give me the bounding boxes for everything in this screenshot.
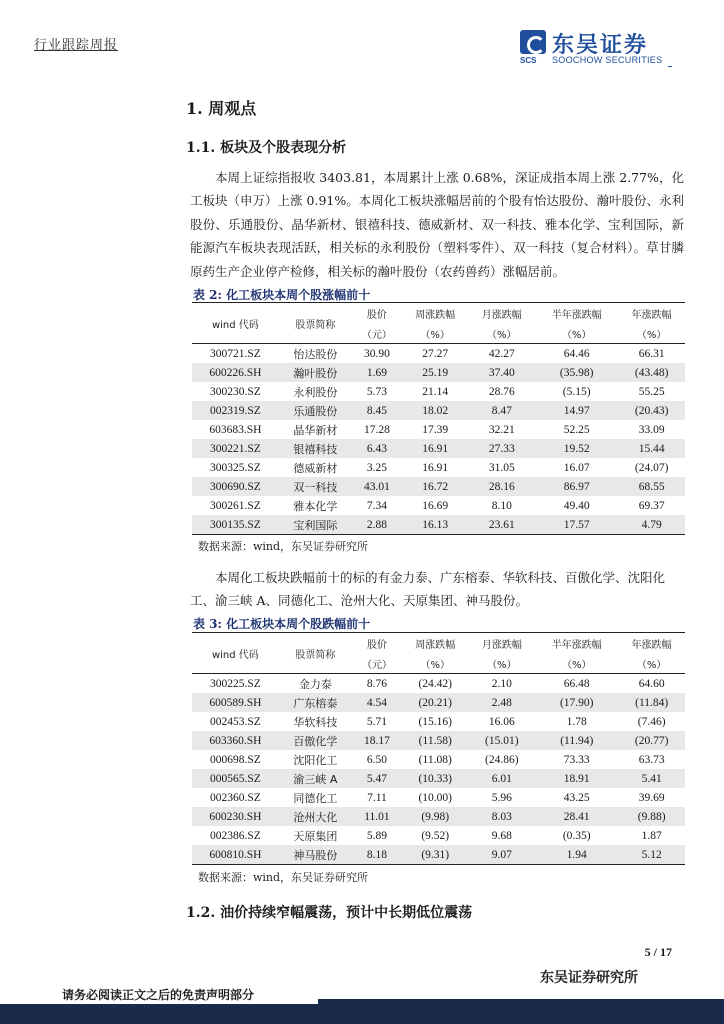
cell-code: 300721.SZ xyxy=(209,347,261,360)
cell-price: 6.43 xyxy=(352,439,402,458)
institute-name: 东吴证券研究所 xyxy=(540,970,638,986)
table-row xyxy=(192,807,685,826)
cell-price: 5.73 xyxy=(366,385,387,398)
cell-name: 华软科技 xyxy=(293,715,338,729)
cell-week: (11.58) xyxy=(402,731,469,750)
cell-year: 33.09 xyxy=(638,423,665,436)
cell-week: 17.39 xyxy=(422,423,449,436)
cell-week: 16.13 xyxy=(402,515,469,535)
cell-code: 600230.SH xyxy=(192,807,279,826)
cell-half: (17.90) xyxy=(535,693,618,712)
cell-price: 5.71 xyxy=(366,715,388,728)
cell-code: 600810.SH xyxy=(192,845,279,865)
col-header-name: 股票简称 xyxy=(279,303,352,344)
logo-abbr-text: SCS xyxy=(520,56,537,65)
table-3-source: 数据来源：wind，东吴证券研究所 xyxy=(198,871,369,884)
cell-year: 69.37 xyxy=(638,499,665,512)
cell-month: 9.07 xyxy=(469,845,536,865)
cell-week: (24.42) xyxy=(418,677,452,690)
cell-code: 300261.SZ xyxy=(209,499,261,512)
cell-half: 86.97 xyxy=(535,477,618,496)
cell-code: 300325.SZ xyxy=(209,461,261,474)
table-row xyxy=(192,712,685,731)
cell-price: 3.25 xyxy=(366,461,387,474)
cell-name: 沈阳化工 xyxy=(293,753,338,767)
col-unit-year: （%） xyxy=(618,323,685,344)
cell-half: 1.78 xyxy=(566,715,587,728)
col-header-price: 股价 xyxy=(352,303,402,324)
col-header-year: 年涨跌幅 xyxy=(618,303,685,324)
cell-code: 600226.SH xyxy=(192,363,279,382)
table-row xyxy=(192,693,685,712)
paragraph-losers: 本周化工板块跌幅前十的标的有金力泰、广东榕泰、华软科技、百傲化学、沈阳化工、渝三峡 A、同德化工、沧州大化、天原集团、神马股份。 xyxy=(190,570,666,609)
cell-name: 广东榕泰 xyxy=(279,693,352,712)
cell-year: 15.44 xyxy=(618,439,685,458)
cell-month: 2.48 xyxy=(469,693,536,712)
col-header-half: 半年涨跌幅 xyxy=(535,633,618,654)
table-row xyxy=(192,496,685,515)
cell-name: 怡达股份 xyxy=(293,347,338,361)
cell-half: (11.94) xyxy=(535,731,618,750)
cell-week: (9.52) xyxy=(421,829,450,842)
cell-price: 8.76 xyxy=(366,677,388,690)
cell-price: 5.47 xyxy=(352,769,402,788)
cell-code: 300221.SZ xyxy=(192,439,279,458)
col-header-week: 周涨跌幅 xyxy=(402,633,469,654)
losers-table xyxy=(192,632,685,865)
cell-year: (7.46) xyxy=(637,715,666,728)
cell-code: 603683.SH xyxy=(209,423,262,436)
cell-week: (10.00) xyxy=(418,791,452,804)
cell-name: 百傲化学 xyxy=(279,731,352,750)
cell-month: 42.27 xyxy=(488,347,515,360)
cell-month: 31.05 xyxy=(488,461,515,474)
table-row xyxy=(192,439,685,458)
cell-price: 18.17 xyxy=(352,731,402,750)
col-unit-half: （%） xyxy=(535,653,618,674)
section-heading-1-2: 1.2. 油价持续窄幅震荡，预计中长期低位震荡 xyxy=(186,905,473,921)
cell-month: 9.68 xyxy=(491,829,512,842)
col-header-code: wind 代码 xyxy=(192,633,279,674)
cell-name: 乐通股份 xyxy=(279,401,352,420)
cell-month: 28.16 xyxy=(468,477,535,496)
table-row xyxy=(192,458,685,477)
col-header-week: 周涨跌幅 xyxy=(402,303,469,324)
cell-name: 银禧科技 xyxy=(279,439,352,458)
table-row xyxy=(192,845,685,865)
cell-code: 002360.SZ xyxy=(209,791,261,804)
col-unit-year: （%） xyxy=(618,653,685,674)
table-row xyxy=(192,344,685,364)
table-row xyxy=(192,477,685,496)
cell-month: 32.21 xyxy=(488,423,515,436)
section-heading-1: 1. 周观点 xyxy=(186,99,257,118)
cell-month: 37.40 xyxy=(468,363,535,382)
cell-code: 002319.SZ xyxy=(192,401,279,420)
cell-year: 66.31 xyxy=(638,347,665,360)
col-unit-week: （%） xyxy=(402,653,469,674)
cell-half: 66.48 xyxy=(563,677,590,690)
table-row xyxy=(192,674,685,694)
cell-half: 28.41 xyxy=(535,807,618,826)
cell-half: 43.25 xyxy=(563,791,590,804)
cell-name: 金力泰 xyxy=(298,677,332,691)
cell-week: 25.19 xyxy=(402,363,469,382)
cell-price: 1.69 xyxy=(352,363,402,382)
cell-name: 晶华新材 xyxy=(293,423,338,437)
cell-code: 000698.SZ xyxy=(209,753,261,766)
cell-half: (35.98) xyxy=(535,363,618,382)
cell-year: 55.25 xyxy=(638,385,665,398)
cell-name: 宝利国际 xyxy=(279,515,352,535)
cell-month: 8.03 xyxy=(469,807,536,826)
cell-year: 5.41 xyxy=(618,769,685,788)
table-row xyxy=(192,731,685,750)
col-unit-price: （元） xyxy=(352,653,402,674)
col-header-name: 股票简称 xyxy=(279,633,352,674)
cell-year: 1.87 xyxy=(641,829,662,842)
cell-year: 64.60 xyxy=(638,677,665,690)
cell-week: 16.91 xyxy=(402,439,469,458)
table-row xyxy=(192,788,685,807)
cell-week: 21.14 xyxy=(422,385,449,398)
cell-month: (24.86) xyxy=(485,753,519,766)
cell-year: (20.77) xyxy=(618,731,685,750)
col-unit-week: （%） xyxy=(402,323,469,344)
cell-year: (43.48) xyxy=(618,363,685,382)
table-row xyxy=(192,363,685,382)
table-row xyxy=(192,515,685,535)
page-number: 5 / 17 xyxy=(644,945,672,959)
cell-code: 000565.SZ xyxy=(192,769,279,788)
cell-price: 6.50 xyxy=(366,753,388,766)
cell-price: 11.01 xyxy=(352,807,402,826)
cell-price: 8.45 xyxy=(352,401,402,420)
cell-week: (15.16) xyxy=(418,715,452,728)
cell-week: (10.33) xyxy=(402,769,469,788)
cell-half: 17.57 xyxy=(535,515,618,535)
cell-code: 300135.SZ xyxy=(192,515,279,535)
cell-month: 2.10 xyxy=(491,677,512,690)
cell-half: (0.35) xyxy=(562,829,591,842)
cell-week: (11.08) xyxy=(418,753,452,766)
cell-year: (24.07) xyxy=(634,461,669,474)
cell-month: 16.06 xyxy=(488,715,515,728)
col-header-code: wind 代码 xyxy=(192,303,279,344)
cell-month: 27.33 xyxy=(468,439,535,458)
cell-week: 16.69 xyxy=(422,499,449,512)
cell-code: 300225.SZ xyxy=(209,677,261,690)
logo-cn-text: 东吴证券 xyxy=(552,33,649,58)
cell-week: (9.98) xyxy=(402,807,469,826)
col-header-price: 股价 xyxy=(352,633,402,654)
cell-name: 永利股份 xyxy=(293,385,338,399)
cell-year: 63.73 xyxy=(638,753,665,766)
cell-name: 天原集团 xyxy=(293,829,338,843)
table-2-source: 数据来源：wind，东吴证券研究所 xyxy=(198,540,369,553)
col-header-half: 半年涨跌幅 xyxy=(535,303,618,324)
paragraph-gainers: 本周上证综指报收 3403.81，本周累计上涨 0.68%，深证成指本周上涨 2.77%，化工板块（申万）上涨 0.91%。本周化工板块涨幅居前的个股有怡达股份、瀚叶股份、永利股份、乐通股份、晶华新材、银禧科技、德威新材、双一科技、雅本化学、宝利国际，新能源汽车板块表现活跃，相关标的永利股份（塑料零件）、双一科技（复合材料）。草甘膦原药生产企业停产检修，相关标的瀚叶股份（农药兽药）涨幅居前。 xyxy=(190,170,684,279)
cell-code: 300230.SZ xyxy=(209,385,261,398)
cell-month: 28.76 xyxy=(488,385,515,398)
cell-half: 18.91 xyxy=(535,769,618,788)
cell-month: 8.10 xyxy=(491,499,512,512)
cell-name: 瀚叶股份 xyxy=(279,363,352,382)
cell-year: 5.12 xyxy=(618,845,685,865)
col-header-month: 月涨跌幅 xyxy=(468,303,535,324)
cell-code: 002453.SZ xyxy=(209,715,261,728)
cell-month: 5.96 xyxy=(491,791,512,804)
cell-price: 30.90 xyxy=(363,347,390,360)
cell-year: (20.43) xyxy=(618,401,685,420)
cell-price: 8.18 xyxy=(352,845,402,865)
cell-half: 14.97 xyxy=(535,401,618,420)
cell-name: 德威新材 xyxy=(293,461,338,475)
logo-dash xyxy=(668,66,672,67)
cell-name: 双一科技 xyxy=(279,477,352,496)
cell-week: 27.27 xyxy=(422,347,449,360)
cell-name: 渝三峡 A xyxy=(279,769,352,788)
cell-year: (9.88) xyxy=(618,807,685,826)
cell-month: 23.61 xyxy=(468,515,535,535)
cell-month: 8.47 xyxy=(468,401,535,420)
table-row xyxy=(192,382,685,401)
cell-year: (11.84) xyxy=(618,693,685,712)
cell-price: 4.54 xyxy=(352,693,402,712)
disclaimer-text: 请务必阅读正文之后的免责声明部分 xyxy=(62,988,255,1002)
cell-code: 300690.SZ xyxy=(192,477,279,496)
col-unit-price: （元） xyxy=(352,323,402,344)
cell-half: 49.40 xyxy=(563,499,590,512)
cell-half: 64.46 xyxy=(563,347,590,360)
cell-half: 16.07 xyxy=(563,461,590,474)
cell-price: 43.01 xyxy=(352,477,402,496)
cell-price: 7.34 xyxy=(366,499,387,512)
cell-week: 16.72 xyxy=(402,477,469,496)
cell-year: 39.69 xyxy=(638,791,665,804)
cell-week: 16.91 xyxy=(422,461,449,474)
cell-code: 603360.SH xyxy=(192,731,279,750)
cell-half: 19.52 xyxy=(535,439,618,458)
cell-half: (5.15) xyxy=(562,385,591,398)
col-unit-month: （%） xyxy=(469,653,536,674)
col-unit-half: （%） xyxy=(535,323,618,344)
cell-price: 7.11 xyxy=(367,791,387,804)
cell-half: 52.25 xyxy=(563,423,590,436)
cell-name: 雅本化学 xyxy=(293,499,338,513)
logo-en-text: SOOCHOW SECURITIES xyxy=(552,55,663,65)
cell-year: 4.79 xyxy=(618,515,685,535)
cell-code: 002386.SZ xyxy=(209,829,261,842)
table-2-caption: 表 2: 化工板块本周个股涨幅前十 xyxy=(193,288,371,302)
cell-code: 600589.SH xyxy=(192,693,279,712)
cell-price: 2.88 xyxy=(352,515,402,535)
table-row xyxy=(192,750,685,769)
col-header-year: 年涨跌幅 xyxy=(618,633,685,654)
cell-half: 73.33 xyxy=(563,753,590,766)
logo-mark-icon xyxy=(520,30,546,54)
cell-week: (20.21) xyxy=(402,693,469,712)
cell-month: 6.01 xyxy=(469,769,536,788)
table-row xyxy=(192,420,685,439)
cell-price: 17.28 xyxy=(363,423,390,436)
table-row xyxy=(192,401,685,420)
company-logo xyxy=(520,26,680,68)
cell-half: 1.94 xyxy=(535,845,618,865)
cell-name: 同德化工 xyxy=(293,791,338,805)
gainers-table xyxy=(192,302,685,535)
cell-price: 5.89 xyxy=(366,829,388,842)
col-unit-month: （%） xyxy=(468,323,535,344)
table-row xyxy=(192,826,685,845)
cell-name: 沧州大化 xyxy=(279,807,352,826)
table-3-caption: 表 3: 化工板块本周个股跌幅前十 xyxy=(193,617,371,631)
cell-month: (15.01) xyxy=(469,731,536,750)
table-row xyxy=(192,769,685,788)
cell-year: 68.55 xyxy=(618,477,685,496)
cell-week: 18.02 xyxy=(402,401,469,420)
report-type-label: 行业跟踪周报 xyxy=(34,38,119,53)
cell-week: (9.31) xyxy=(402,845,469,865)
section-heading-1-1: 1.1. 板块及个股表现分析 xyxy=(186,140,347,156)
col-header-month: 月涨跌幅 xyxy=(469,633,536,654)
cell-name: 神马股份 xyxy=(279,845,352,865)
